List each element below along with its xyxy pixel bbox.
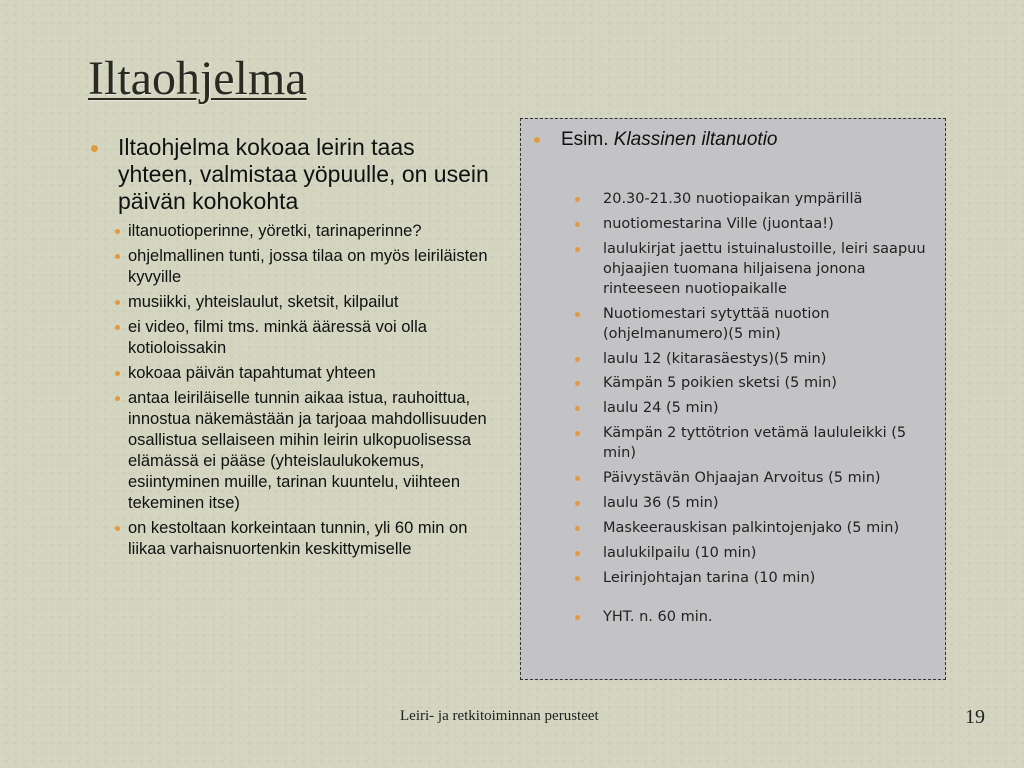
example-item: 20.30-21.30 nuotiopaikan ympärillä: [573, 189, 941, 209]
sub-bullet: on kestoltaan korkeintaan tunnin, yli 60 min on liikaa varhaisnuortenkin keskittymiselle: [88, 518, 493, 560]
main-bullet: Iltaohjelma kokoaa leirin taas yhteen, valmistaa yöpuulle, on usein päivän kohokohta: [88, 134, 493, 215]
example-list: [573, 189, 941, 632]
example-item: Nuotiomestari sytyttää nuotion (ohjelmanumero)(5 min): [573, 304, 941, 344]
sub-bullet: kokoaa päivän tapahtumat yhteen: [88, 363, 493, 384]
example-box: [520, 118, 946, 680]
example-item: Maskeerauskisan palkintojenjako (5 min): [573, 518, 941, 538]
left-column: [88, 134, 493, 564]
example-item: nuotiomestarina Ville (juontaa!): [573, 214, 941, 234]
example-total: YHT. n. 60 min.: [573, 607, 941, 627]
footer-text: Leiri- ja retkitoiminnan perusteet: [400, 708, 599, 724]
example-heading: [561, 128, 778, 152]
example-item: laulukilpailu (10 min): [573, 543, 941, 563]
sub-bullet: ohjelmallinen tunti, jossa tilaa on myös leiriläisten kyvyille: [88, 246, 493, 288]
example-item: laulu 12 (kitarasäestys)(5 min): [573, 349, 941, 369]
slide-title: Iltaohjelma: [88, 52, 307, 105]
example-item: laulu 36 (5 min): [573, 493, 941, 513]
example-title: Klassinen iltanuotio: [613, 129, 778, 150]
sub-bullet: antaa leiriläiselle tunnin aikaa istua, rauhoittua, innostua näkemästään ja tarjoaa mahdollisuuden osallistua sellaiseen mihin leirin ulkopuolisessa elämässä ei pääse (yhteislaulukokemus, esiintyminen muille, tarinan kuuntelu, viihteen tekeminen itse): [88, 388, 493, 514]
example-item: Kämpän 2 tyttötrion vetämä laululeikki (5 min): [573, 423, 941, 463]
sub-bullet: iltanuotioperinne, yöretki, tarinaperinne?: [88, 221, 493, 242]
example-item: laulukirjat jaettu istuinalustoille, leiri saapuu ohjaajien tuomana hiljaisena jonona rinteeseen nuotiopaikalle: [573, 239, 941, 299]
example-item: Kämpän 5 poikien sketsi (5 min): [573, 373, 941, 393]
sub-bullet-list: [88, 221, 493, 560]
sub-bullet: musiikki, yhteislaulut, sketsit, kilpailut: [88, 292, 493, 313]
example-item: laulu 24 (5 min): [573, 398, 941, 418]
example-item: Leirinjohtajan tarina (10 min): [573, 568, 941, 588]
example-prefix: Esim.: [561, 129, 609, 150]
sub-bullet: ei video, filmi tms. minkä ääressä voi olla kotioloissakin: [88, 317, 493, 359]
page-number: 19: [965, 706, 985, 728]
example-item: Päivystävän Ohjaajan Arvoitus (5 min): [573, 468, 941, 488]
